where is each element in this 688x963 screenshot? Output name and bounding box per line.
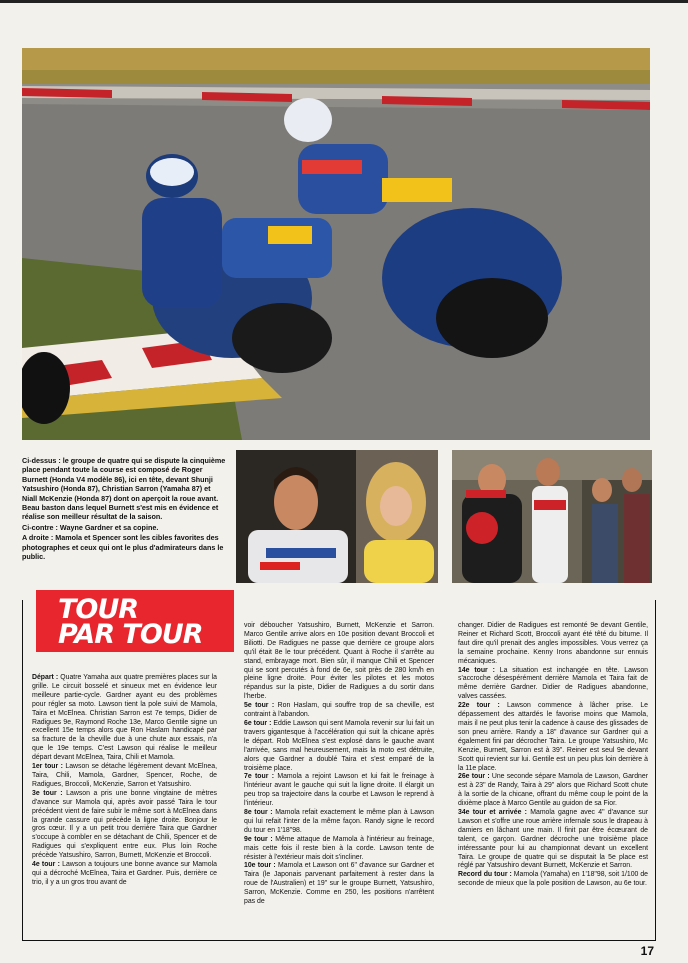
lap-text: Lawson a pris une bonne vingtaine de mètres d'avance sur Mamola qui, après avoir passé Taira le tour précédent vient de faire subir le même sort à McElnea dans la grande cassure qui précède la ligne droite. Bonjour le gros cœur. Il y a un petit trou derrière Taira que Gardner s'occupe à combler en se détachant de Chili, Spencer et de Radigues qui s'expliquent entre eux. Plus loin Roche précède Yatsushiro, Sarron, Burnett, McKenzie et Broccoli.	[32, 789, 218, 860]
lap-label: 26e tour :	[458, 773, 490, 781]
section-title-box	[36, 590, 234, 652]
lap-label: 8e tour :	[244, 809, 273, 817]
lap-label: Départ :	[32, 674, 59, 681]
lap-label: 9e tour :	[244, 835, 273, 843]
lap-text: Mamola gagne avec 4" d'avance sur Lawson et s'offre une roue arrière infernale sous le drapeau à damiers en lâchant une main. Il finit par être écœurant de talent, ce garçon. Gardner décroche une troisième place intéressante pour lui au championnat devant un excellent Taira. Le groupe de quatre qui se disputait la 5e place est réglé par Yatsushiro devant Burnett, McKenzie et Sarron.	[458, 809, 649, 870]
lap-text: Mamola a rejoint Lawson et lui fait le freinage à l'intérieur avant le gauche qui suit la ligne droite. Il élargit un peu trop sa trajectoire dans la courbe et Lawson le reprend à l'intérieur.	[244, 773, 434, 808]
lap-label: 10e tour :	[244, 862, 276, 870]
section-title-line2: PAR TOUR	[58, 619, 203, 650]
lap-label: 7e tour :	[244, 773, 274, 781]
lap-text: Une seconde sépare Mamola de Lawson, Gardner est à 23" de Randy, Taira à 29" alors que Richard Scott chute à la sortie de la chicane, offrant du même coup le point de la dixième place à Marco Gentile au guidon de sa Fior.	[458, 773, 648, 808]
lap-text: Eddie Lawson qui sent Mamola revenir sur lui fait un travers gigantesque à l'accélération qui suit la chicane après le départ. Rob McElnea s'est explosé dans le gauche avant l'arrivée, sans mal heureusement, mais la moto est détruite, alors que Gardner a doublé Taira et s'est emparé de la troisième place.	[244, 719, 435, 772]
lap-text: Mamola (Yamaha) en 1'18"98, soit 1/100 de seconde de mieux que la pole position de Lawson, au 6e tour.	[458, 871, 649, 888]
lap-text: Mamola refait exactement le même plan à Lawson qui lui refait l'inter de la même façon. Randy signe le record du tour en 1'18"98.	[244, 809, 434, 834]
gardner-photo	[236, 450, 438, 583]
lap-label: Record du tour :	[458, 871, 512, 879]
caption-above: Ci-dessus : le groupe de quatre qui se dispute la cinquième place pendant toute la course est composé de Roger Burnett (Honda V4 modèle 86), ici en tête, devant Shunji Yatsushiro (Honda 87), Christian Sarron (Yamaha 87) et Niall McKenzie (Honda 87) dont on aperçoit la roue avant. Beau baston dans lequel Burnett s'est mis en évidence et réalise son meilleur résultat de la saison.	[22, 456, 226, 522]
page-number: 17	[640, 944, 654, 958]
lap-text: Ron Haslam, qui souffre trop de sa cheville, est contraint à l'abandon.	[244, 702, 434, 719]
lap-text: Quatre Yamaha aux quatre premières places sur la grille. Le circuit bosselé et sinueux met en évidence leur meilleure partie-cycle. Gardner ayant eu des problèmes pour régler sa moto. Lawson tient la pole suivi de Mamola, Taira et McElnea. Christian Sarron est 7e temps, Didier de Radigues 9e, Raymond Roche 13e, Marco Gentile signe un excellent 15e temps alors que Ron Haslam handicapé par sa fracture de la cheville due à une chute aux essais, n'a que le 19e temps. C'est Lawson qui réalise le meilleur départ devant McElnea, Taira, Chili et Mamola.	[32, 674, 217, 762]
article-column-1	[32, 674, 217, 888]
photo-caption	[22, 456, 227, 562]
lap-label: 14e tour :	[458, 666, 495, 674]
lap-text: changer. Didier de Radigues est remonté 9e devant Gentile, Reiner et Richard Scott, Broccoli ayant été têté du bitume. Il faut dire qu'il prenait des angles impossibles. Vous verrez ça la semaine prochaine. Kenny Irons abandonne sur ennuis mécaniques.	[458, 622, 648, 665]
lap-label: 22e tour :	[458, 702, 500, 710]
lap-label: 4e tour :	[32, 861, 60, 869]
lap-label: 1er tour :	[32, 763, 63, 771]
lap-label: 34e tour et arrivée :	[458, 809, 527, 817]
article-column-3	[458, 622, 648, 889]
lap-text: Mamola et Lawson ont 6" d'avance sur Gardner et Taira (le Japonais parvenant parfaitement à rester dans la roue de l'Australien) et 19" sur le groupe Burnett, Yatsushiro, Sarron, McKenzie. Comme en 250, les positions n'arrêtent pas de	[244, 862, 434, 906]
lap-text: Même attaque de Mamola à l'intérieur au freinage, mais cette fois il reste bien à la corde. Lawson tente de résister à l'extérieur mais doit s'incliner.	[244, 835, 434, 861]
lap-text: Lawson commence à lâcher prise. Le dépassement des attardés le favorise moins que Mamola, mais il ne peut plus tenir la cadence à cause des glissades de son pneu arrière. Randy a 18" d'avance sur Gardner qui a également fini par décrocher Taira. Le groupe Yatsushiro, Mc Kenzie, Burnett, Sarron est à 39". Reiner est seul 9e devant Scott qui revient sur lui. Gentile est un peu plus loin derrière à la 11e place.	[458, 702, 648, 772]
main-race-photo	[22, 48, 650, 440]
lap-label: 5e tour :	[244, 702, 275, 710]
lap-label: 6e tour :	[244, 719, 272, 727]
lap-text: Lawson se détache légèrement devant McElnea, Taira, Chili, Mamola, Gardner, Spencer, Roche, de Radigues, Broccoli, McKenzie, Sarron et Yatsushiro.	[32, 763, 217, 788]
caption-right: A droite : Mamola et Spencer sont les cibles favorites des photographes et ceux qui ont le plus d'admirateurs dans le public.	[22, 533, 224, 562]
top-rule	[0, 0, 688, 3]
lap-label: 3e tour :	[32, 789, 63, 797]
section-title-line1: TOUR	[58, 594, 139, 625]
article-column-2	[244, 622, 434, 907]
lap-text: Lawson a toujours une bonne avance sur Mamola qui a décroché McElnea, Taira et Gardner. Puis, derrière ce trio, il y a un gros trou avant de	[32, 861, 217, 886]
lap-text: La situation est inchangée en tête. Lawson s'accroche désespérément derrière Mamola et Taira fait de même derrière Gardner. Didier de Radigues abandonne, valves cassées.	[458, 666, 648, 701]
mamola-spencer-photo	[452, 450, 652, 583]
lap-text: voir déboucher Yatsushiro, Burnett, McKenzie et Sarron. Marco Gentile arrive alors en 10e position devant Broccoli et Biliotti. De Radigues ne passe que derrière ce groupe alors qu'il était 8e le tour précédent. Quant à Roche il s'arrête au stand, embrayage mort. Bien sûr, il manque Chili et Spencer qui se sont percutés à fond de 6e, soit près de 280 km/h en pleine ligne droite. Pour éviter les pilotes et les motos répandus sur la piste, Didier de Radigues a du sortir dans l'herbe.	[244, 622, 434, 701]
caption-left: Ci-contre : Wayne Gardner et sa copine.	[22, 522, 159, 532]
